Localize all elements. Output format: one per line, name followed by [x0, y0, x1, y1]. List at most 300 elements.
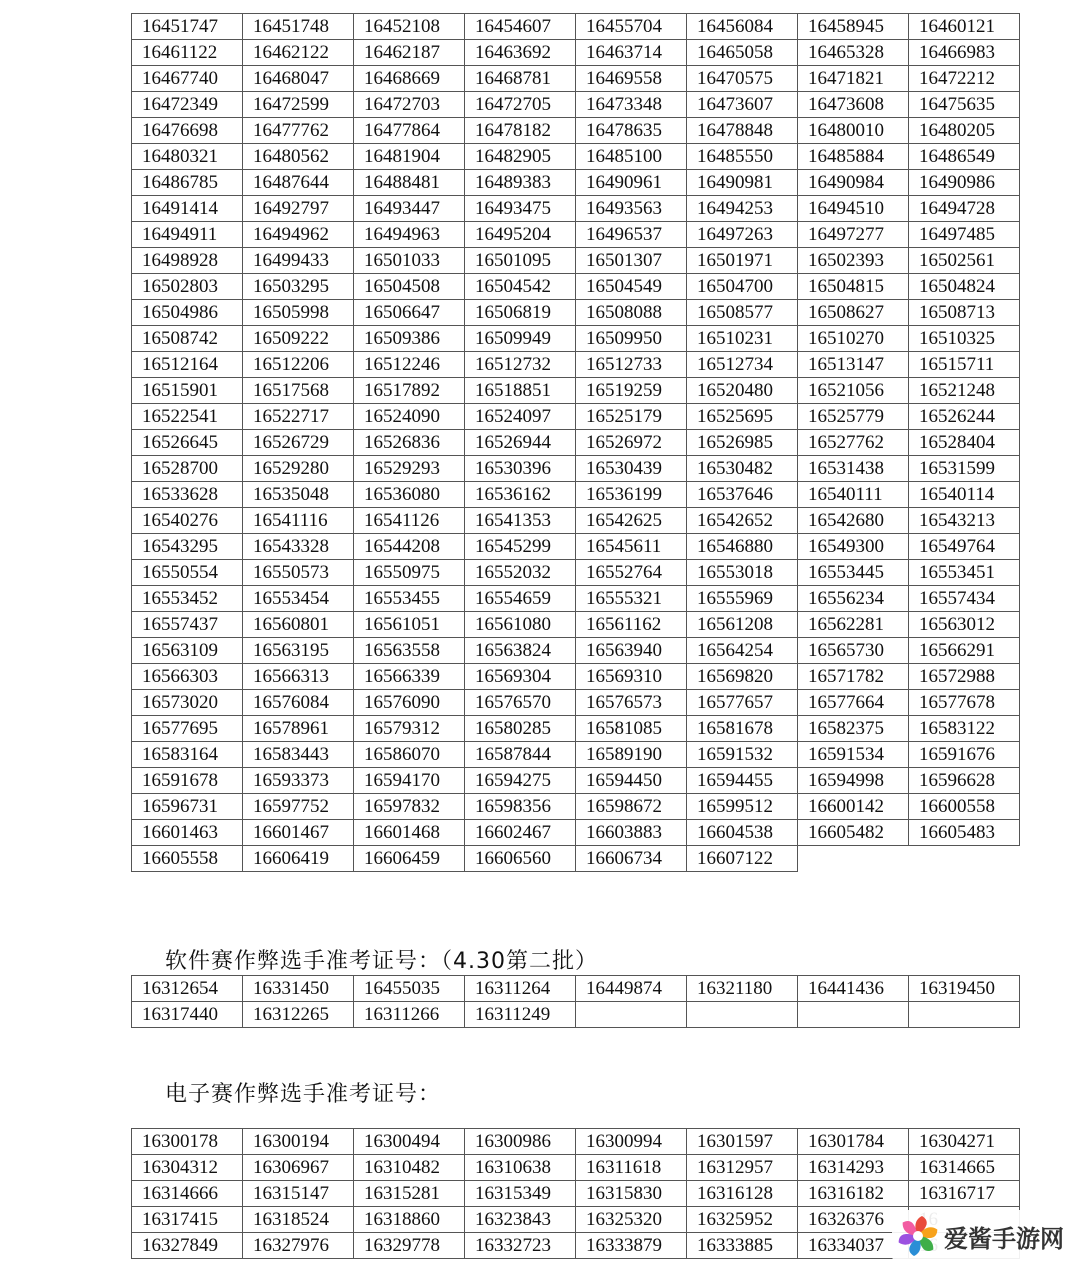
id-cell: 16310638 [465, 1155, 576, 1181]
table-row [132, 14, 1020, 40]
id-cell: 16581678 [687, 716, 798, 742]
id-cell: 16497485 [909, 222, 1020, 248]
id-cell: 16490986 [909, 170, 1020, 196]
id-cell: 16456084 [687, 14, 798, 40]
id-cell: 16468669 [354, 66, 465, 92]
id-cell: 16545611 [576, 534, 687, 560]
id-cell: 16569304 [465, 664, 576, 690]
table-row [132, 144, 1020, 170]
id-cell: 16501033 [354, 248, 465, 274]
id-cell: 16527762 [798, 430, 909, 456]
id-cell: 16472349 [132, 92, 243, 118]
id-cell: 16452108 [354, 14, 465, 40]
id-cell: 16488481 [354, 170, 465, 196]
id-cell: 16312957 [687, 1155, 798, 1181]
id-cell: 16494963 [354, 222, 465, 248]
id-cell: 16556234 [798, 586, 909, 612]
id-cell: 16594450 [576, 768, 687, 794]
id-cell: 16553455 [354, 586, 465, 612]
empty-cell [909, 846, 1020, 872]
id-cell: 16583122 [909, 716, 1020, 742]
id-cell: 16503295 [243, 274, 354, 300]
id-cell: 16463714 [576, 40, 687, 66]
id-cell: 16582375 [798, 716, 909, 742]
table-row [132, 1233, 1020, 1259]
id-cell: 16501971 [687, 248, 798, 274]
id-cell: 16563824 [465, 638, 576, 664]
id-cell: 16490984 [798, 170, 909, 196]
id-cell: 16565730 [798, 638, 909, 664]
id-cell: 16476698 [132, 118, 243, 144]
id-cell: 16506819 [465, 300, 576, 326]
table-row [132, 378, 1020, 404]
id-cell: 16537646 [687, 482, 798, 508]
id-cell: 16553454 [243, 586, 354, 612]
id-cell: 16473607 [687, 92, 798, 118]
id-cell: 16562281 [798, 612, 909, 638]
id-cell: 16606459 [354, 846, 465, 872]
id-cell: 16318860 [354, 1207, 465, 1233]
table-row [132, 586, 1020, 612]
id-cell: 16596628 [909, 768, 1020, 794]
id-cell: 16605483 [909, 820, 1020, 846]
id-cell: 16576573 [576, 690, 687, 716]
id-cell: 16540276 [132, 508, 243, 534]
id-cell: 16306967 [243, 1155, 354, 1181]
id-cell: 16526944 [465, 430, 576, 456]
id-cell: 16577664 [798, 690, 909, 716]
id-cell: 16462187 [354, 40, 465, 66]
id-cell: 16541126 [354, 508, 465, 534]
id-cell: 16473608 [798, 92, 909, 118]
id-cell: 16561208 [687, 612, 798, 638]
id-cell: 16494962 [243, 222, 354, 248]
empty-cell [687, 1002, 798, 1028]
id-cell: 16554659 [465, 586, 576, 612]
id-cell: 16471821 [798, 66, 909, 92]
table-row [132, 1129, 1020, 1155]
table-row [132, 482, 1020, 508]
table-row [132, 690, 1020, 716]
id-cell: 16508088 [576, 300, 687, 326]
id-cell: 16601468 [354, 820, 465, 846]
id-cell: 16504542 [465, 274, 576, 300]
id-cell: 16512246 [354, 352, 465, 378]
id-cell: 16493475 [465, 196, 576, 222]
id-cell: 16557437 [132, 612, 243, 638]
id-cell: 16333879 [576, 1233, 687, 1259]
id-cell: 16501307 [576, 248, 687, 274]
id-cell: 16530396 [465, 456, 576, 482]
id-cell: 16597752 [243, 794, 354, 820]
id-cell: 16563012 [909, 612, 1020, 638]
id-cell: 16541116 [243, 508, 354, 534]
table-row [132, 794, 1020, 820]
id-cell: 16327976 [243, 1233, 354, 1259]
electronic-section-heading: 电子赛作弊选手准考证号： [165, 1082, 442, 1107]
id-cell: 16489383 [465, 170, 576, 196]
id-cell: 16577678 [909, 690, 1020, 716]
id-cell: 16526645 [132, 430, 243, 456]
id-cell: 16472212 [909, 66, 1020, 92]
id-cell: 16526729 [243, 430, 354, 456]
table-row [132, 1181, 1020, 1207]
id-cell: 16550975 [354, 560, 465, 586]
id-cell: 16541353 [465, 508, 576, 534]
software-section-heading: 软件赛作弊选手准考证号：（4.30第二批） [165, 949, 598, 974]
table-row [132, 66, 1020, 92]
id-cell: 16509222 [243, 326, 354, 352]
id-cell: 16304271 [909, 1129, 1020, 1155]
id-cell: 16498928 [132, 248, 243, 274]
id-cell: 16508742 [132, 326, 243, 352]
id-cell: 16566313 [243, 664, 354, 690]
id-cell: 16315147 [243, 1181, 354, 1207]
id-cell: 16472703 [354, 92, 465, 118]
id-cell: 16301597 [687, 1129, 798, 1155]
id-cell: 16480010 [798, 118, 909, 144]
id-cell: 16544208 [354, 534, 465, 560]
id-cell: 16504700 [687, 274, 798, 300]
id-cell: 16331450 [243, 976, 354, 1002]
table-row [132, 716, 1020, 742]
id-cell: 16533628 [132, 482, 243, 508]
id-cell: 16311249 [465, 1002, 576, 1028]
id-cell: 16510270 [798, 326, 909, 352]
id-cell: 16591534 [798, 742, 909, 768]
id-cell: 16553451 [909, 560, 1020, 586]
id-cell: 16502561 [909, 248, 1020, 274]
id-cell: 16525695 [687, 404, 798, 430]
id-cell: 16586070 [354, 742, 465, 768]
id-cell: 16531438 [798, 456, 909, 482]
id-cell: 16468047 [243, 66, 354, 92]
id-cell: 16513147 [798, 352, 909, 378]
id-cell: 16550554 [132, 560, 243, 586]
id-cell: 16478848 [687, 118, 798, 144]
id-cell: 16581085 [576, 716, 687, 742]
id-cell: 16334037 [798, 1233, 909, 1259]
id-cell: 16454607 [465, 14, 576, 40]
table-row [132, 1207, 1020, 1233]
id-cell: 16521248 [909, 378, 1020, 404]
id-cell: 16455035 [354, 976, 465, 1002]
id-cell: 16542680 [798, 508, 909, 534]
table-row [132, 92, 1020, 118]
id-cell: 16543213 [909, 508, 1020, 534]
id-cell: 16606419 [243, 846, 354, 872]
id-cell: 16599512 [687, 794, 798, 820]
id-cell: 16553018 [687, 560, 798, 586]
table-row [132, 456, 1020, 482]
id-cell: 16485100 [576, 144, 687, 170]
id-cell: 16497263 [687, 222, 798, 248]
id-cell: 16472599 [243, 92, 354, 118]
id-cell: 16603883 [576, 820, 687, 846]
id-cell: 16578961 [243, 716, 354, 742]
id-cell: 16526985 [687, 430, 798, 456]
id-cell: 16468781 [465, 66, 576, 92]
id-cell: 16596731 [132, 794, 243, 820]
id-cell: 16465058 [687, 40, 798, 66]
id-cell: 16563195 [243, 638, 354, 664]
id-cell: 16495204 [465, 222, 576, 248]
table-row [132, 326, 1020, 352]
id-cell: 16512732 [465, 352, 576, 378]
id-cell: 16594275 [465, 768, 576, 794]
id-cell: 16475635 [909, 92, 1020, 118]
id-cell: 16515711 [909, 352, 1020, 378]
id-cell: 16310482 [354, 1155, 465, 1181]
id-cell: 16462122 [243, 40, 354, 66]
id-cell: 16540111 [798, 482, 909, 508]
id-cell: 16529293 [354, 456, 465, 482]
id-cell: 16304312 [132, 1155, 243, 1181]
id-cell: 16566339 [354, 664, 465, 690]
id-cell: 16517892 [354, 378, 465, 404]
id-cell: 16555969 [687, 586, 798, 612]
id-cell: 16606734 [576, 846, 687, 872]
id-cell: 16580285 [465, 716, 576, 742]
id-cell: 16604538 [687, 820, 798, 846]
id-cell: 16529280 [243, 456, 354, 482]
id-cell: 16563558 [354, 638, 465, 664]
table-row [132, 404, 1020, 430]
id-cell: 16485884 [798, 144, 909, 170]
id-cell: 16329778 [354, 1233, 465, 1259]
id-cell: 16576084 [243, 690, 354, 716]
id-cell: 16300194 [243, 1129, 354, 1155]
empty-cell [909, 1002, 1020, 1028]
id-cell: 16512164 [132, 352, 243, 378]
id-cell: 16549764 [909, 534, 1020, 560]
pinwheel-logo-icon [896, 1214, 940, 1258]
id-cell: 16509949 [465, 326, 576, 352]
id-cell: 16317440 [132, 1002, 243, 1028]
table-row [132, 560, 1020, 586]
id-cell: 16494253 [687, 196, 798, 222]
id-cell: 16333885 [687, 1233, 798, 1259]
id-cell: 16571782 [798, 664, 909, 690]
id-cell: 16605558 [132, 846, 243, 872]
table-row [132, 1155, 1020, 1181]
id-cell: 16477762 [243, 118, 354, 144]
id-cell: 16510325 [909, 326, 1020, 352]
id-cell: 16579312 [354, 716, 465, 742]
id-cell: 16591532 [687, 742, 798, 768]
empty-cell [798, 846, 909, 872]
id-cell: 16494728 [909, 196, 1020, 222]
id-cell: 16326376 [798, 1207, 909, 1233]
table-row [132, 742, 1020, 768]
id-cell: 16314666 [132, 1181, 243, 1207]
id-cell: 16572988 [909, 664, 1020, 690]
id-cell: 16525779 [798, 404, 909, 430]
id-cell: 16536162 [465, 482, 576, 508]
id-cell: 16314293 [798, 1155, 909, 1181]
id-cell: 16312654 [132, 976, 243, 1002]
id-cell: 16563109 [132, 638, 243, 664]
id-cell: 16526836 [354, 430, 465, 456]
id-cell: 16594455 [687, 768, 798, 794]
id-cell: 16486785 [132, 170, 243, 196]
id-cell: 16561162 [576, 612, 687, 638]
id-cell: 16536199 [576, 482, 687, 508]
id-cell: 16316717 [909, 1181, 1020, 1207]
empty-cell [576, 1002, 687, 1028]
id-cell: 16535048 [243, 482, 354, 508]
id-cell: 16477864 [354, 118, 465, 144]
table-row [132, 118, 1020, 144]
id-cell: 16508577 [687, 300, 798, 326]
id-cell: 16510231 [687, 326, 798, 352]
table-row [132, 664, 1020, 690]
table-row [132, 976, 1020, 1002]
id-cell: 16576570 [465, 690, 576, 716]
id-cell: 16593373 [243, 768, 354, 794]
id-cell: 16504508 [354, 274, 465, 300]
id-cell: 16557434 [909, 586, 1020, 612]
id-cell: 16332723 [465, 1233, 576, 1259]
id-cell: 16319450 [909, 976, 1020, 1002]
id-cell: 16301784 [798, 1129, 909, 1155]
id-cell: 16561051 [354, 612, 465, 638]
id-cell: 16549300 [798, 534, 909, 560]
id-cell: 16463692 [465, 40, 576, 66]
id-cell: 16318524 [243, 1207, 354, 1233]
id-cell: 16561080 [465, 612, 576, 638]
id-cell: 16451748 [243, 14, 354, 40]
table-row [132, 352, 1020, 378]
watermark [892, 1210, 1072, 1262]
id-cell: 16481904 [354, 144, 465, 170]
id-cell: 16472705 [465, 92, 576, 118]
id-cell: 16543295 [132, 534, 243, 560]
id-cell: 16502803 [132, 274, 243, 300]
id-cell: 16542652 [687, 508, 798, 534]
id-cell: 16508713 [909, 300, 1020, 326]
id-cell: 16493563 [576, 196, 687, 222]
table-row [132, 1002, 1020, 1028]
id-cell: 16316128 [687, 1181, 798, 1207]
table-row [132, 638, 1020, 664]
id-cell: 16520480 [687, 378, 798, 404]
id-cell: 16311266 [354, 1002, 465, 1028]
id-cell: 16526244 [909, 404, 1020, 430]
id-cell: 16600558 [909, 794, 1020, 820]
watermark-text: 爱酱手游网 [944, 1224, 1064, 1253]
id-cell: 16509950 [576, 326, 687, 352]
id-cell: 16494510 [798, 196, 909, 222]
id-cell: 16553452 [132, 586, 243, 612]
id-cell: 16601463 [132, 820, 243, 846]
id-cell: 16546880 [687, 534, 798, 560]
id-cell: 16311264 [465, 976, 576, 1002]
id-cell: 16478635 [576, 118, 687, 144]
id-cell: 16316182 [798, 1181, 909, 1207]
id-cell: 16550573 [243, 560, 354, 586]
id-cell: 16325320 [576, 1207, 687, 1233]
id-cell: 16478182 [465, 118, 576, 144]
software-id-table [131, 975, 1020, 1028]
id-cell: 16589190 [576, 742, 687, 768]
table-row [132, 846, 1020, 872]
id-cell: 16504549 [576, 274, 687, 300]
id-cell: 16467740 [132, 66, 243, 92]
id-cell: 16465328 [798, 40, 909, 66]
id-cell: 16509386 [354, 326, 465, 352]
id-cell: 16542625 [576, 508, 687, 534]
table-row [132, 508, 1020, 534]
table-row [132, 40, 1020, 66]
id-cell: 16606560 [465, 846, 576, 872]
id-cell: 16300494 [354, 1129, 465, 1155]
id-cell: 16460121 [909, 14, 1020, 40]
id-cell: 16591676 [909, 742, 1020, 768]
id-cell: 16480321 [132, 144, 243, 170]
table-row [132, 222, 1020, 248]
id-cell: 16530482 [687, 456, 798, 482]
id-cell: 16526972 [576, 430, 687, 456]
table-row [132, 170, 1020, 196]
id-cell: 16607122 [687, 846, 798, 872]
id-cell: 16455704 [576, 14, 687, 40]
table-row [132, 430, 1020, 456]
id-cell: 16461122 [132, 40, 243, 66]
main-id-table [131, 13, 1020, 872]
id-cell: 16552032 [465, 560, 576, 586]
table-row [132, 534, 1020, 560]
id-cell: 16583443 [243, 742, 354, 768]
id-cell: 16536080 [354, 482, 465, 508]
id-cell: 16597832 [354, 794, 465, 820]
id-cell: 16577657 [687, 690, 798, 716]
id-cell: 16321180 [687, 976, 798, 1002]
table-row [132, 768, 1020, 794]
id-cell: 16508627 [798, 300, 909, 326]
id-cell: 16493447 [354, 196, 465, 222]
id-cell: 16502393 [798, 248, 909, 274]
id-cell: 16519259 [576, 378, 687, 404]
id-cell: 16545299 [465, 534, 576, 560]
id-cell: 16563940 [576, 638, 687, 664]
id-cell: 16515901 [132, 378, 243, 404]
id-cell: 16504815 [798, 274, 909, 300]
id-cell: 16491414 [132, 196, 243, 222]
id-cell: 16576090 [354, 690, 465, 716]
id-cell: 16528404 [909, 430, 1020, 456]
id-cell: 16315281 [354, 1181, 465, 1207]
id-cell: 16573020 [132, 690, 243, 716]
id-cell: 16505998 [243, 300, 354, 326]
id-cell: 16564254 [687, 638, 798, 664]
id-cell: 16312265 [243, 1002, 354, 1028]
id-cell: 16512734 [687, 352, 798, 378]
id-cell: 16501095 [465, 248, 576, 274]
empty-cell [798, 1002, 909, 1028]
id-cell: 16594998 [798, 768, 909, 794]
id-cell: 16605482 [798, 820, 909, 846]
id-cell: 16600142 [798, 794, 909, 820]
id-cell: 16480562 [243, 144, 354, 170]
id-cell: 16566291 [909, 638, 1020, 664]
id-cell: 16315830 [576, 1181, 687, 1207]
id-cell: 16530439 [576, 456, 687, 482]
id-cell: 16494911 [132, 222, 243, 248]
id-cell: 16300986 [465, 1129, 576, 1155]
id-cell: 16449874 [576, 976, 687, 1002]
table-row [132, 196, 1020, 222]
